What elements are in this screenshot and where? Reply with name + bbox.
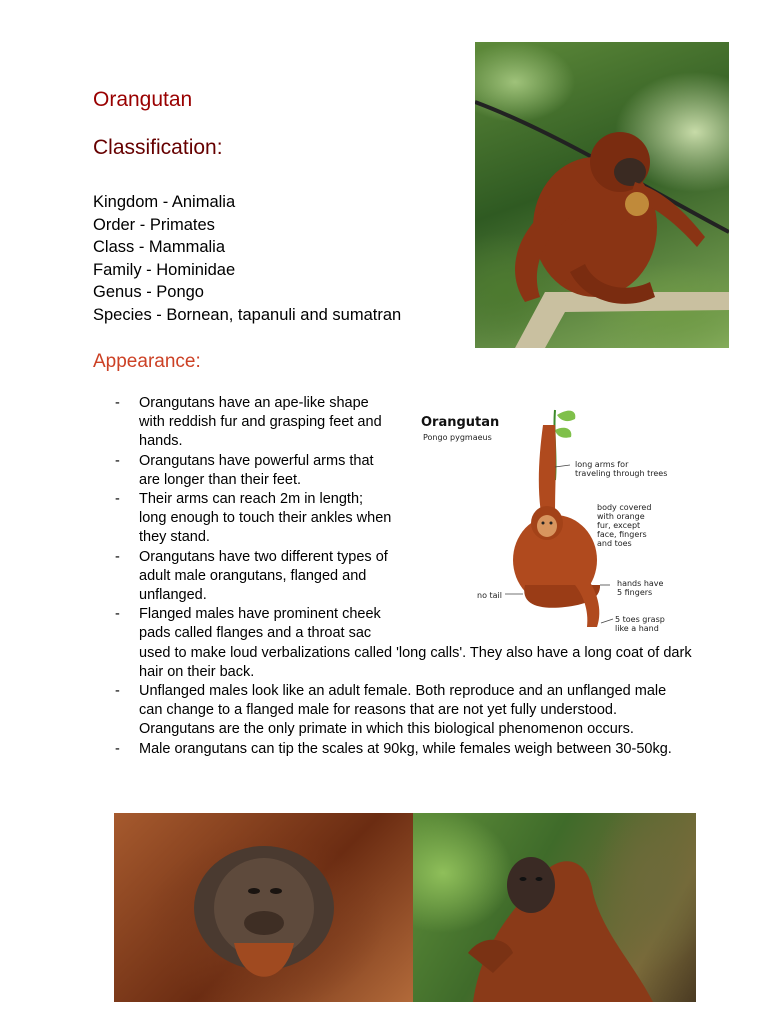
taxonomy-list bbox=[93, 191, 401, 326]
classification-heading: Classification: bbox=[93, 136, 223, 159]
diagram-label-line: like a hand bbox=[615, 624, 659, 633]
fact-item: - Orangutans have two different types of adult male orangutans, flanged and unflanged. bbox=[113, 548, 693, 606]
orangutan-photo-rope bbox=[475, 42, 729, 348]
diagram-title: Orangutan bbox=[421, 415, 500, 430]
fact-item: - Male orangutans can tip the scales at 90kg, while females weigh between 30-50kg. bbox=[113, 740, 693, 759]
fact-item: - Their arms can reach 2m in length; long enough to touch their ankles when they stand. bbox=[113, 490, 693, 548]
appearance-heading: Appearance: bbox=[93, 351, 201, 372]
diagram-label-line: no tail bbox=[477, 591, 502, 600]
appearance-facts-list bbox=[113, 394, 693, 759]
fact-item: - Orangutans have powerful arms that are longer than their feet. bbox=[113, 452, 693, 490]
taxonomy-species: Species - Bornean, tapanuli and sumatran bbox=[93, 305, 402, 324]
flanged-male-photo bbox=[114, 813, 413, 1002]
fact-item: - Orangutans have an ape-like shape with reddish fur and grasping feet and hands. bbox=[113, 394, 693, 452]
taxonomy-genus: Genus - Pongo bbox=[93, 283, 204, 301]
fact-item: - Unflanged males look like an adult female. Both reproduce and an unflanged male can change to a flanged male for reasons that are not yet fully understood. Orangutans are the only primate in which this biological phenomenon occurs. bbox=[113, 682, 693, 740]
unflanged-orangutan-illustration bbox=[413, 813, 696, 1002]
page-title: Orangutan bbox=[93, 88, 193, 111]
diagram-label-line: long arms for bbox=[575, 460, 629, 469]
flanged-male-illustration bbox=[114, 813, 413, 1002]
diagram-label-line: with orange bbox=[597, 512, 645, 521]
diagram-label-line: traveling through trees bbox=[575, 469, 668, 478]
taxonomy-kingdom: Kingdom - Animalia bbox=[93, 193, 236, 211]
taxonomy-class: Class - Mammalia bbox=[93, 238, 226, 256]
diagram-subtitle: Pongo pygmaeus bbox=[423, 433, 492, 442]
diagram-label-line: body covered bbox=[597, 503, 652, 512]
unflanged-orangutan-photo bbox=[413, 813, 696, 1002]
diagram-label-line: and toes bbox=[597, 539, 632, 548]
diagram-label-line: 5 fingers bbox=[617, 588, 653, 597]
fact-item: - Flanged males have prominent cheek pads called flanges and a throat sac used to make loud verbalizations called 'long calls'. They also have a long coat of dark hair on their back. bbox=[113, 605, 693, 682]
taxonomy-family: Family - Hominidae bbox=[93, 260, 236, 279]
taxonomy-order: Order - Primates bbox=[93, 215, 215, 234]
diagram-label-line: fur, except bbox=[597, 521, 641, 530]
diagram-label-line: 5 toes grasp bbox=[615, 615, 665, 624]
diagram-label-line: hands have bbox=[617, 579, 664, 588]
diagram-label-line: face, fingers bbox=[597, 530, 647, 539]
orangutan-rope-illustration bbox=[475, 42, 729, 348]
